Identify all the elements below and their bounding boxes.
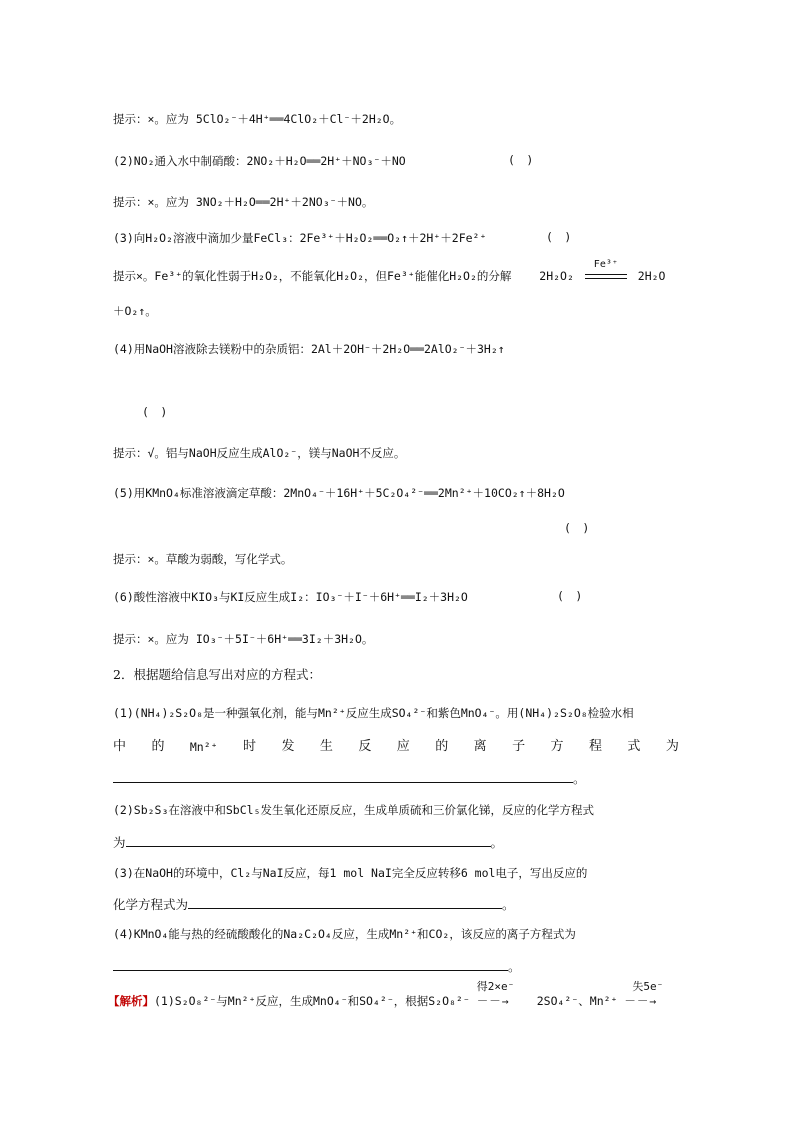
problem-1-line-1: (1)(NH₄)₂S₂O₈是一种强氧化剂，能与Mn²⁺反应生成SO₄²⁻和紫色MnO₄⁻。用(NH₄)₂S₂O₈检验水相 <box>113 706 634 720</box>
question-3: (3)向H₂O₂溶液中滴加少量FeCl₃：2Fe³⁺＋H₂O₂══O₂↑＋2H⁺＋2Fe²⁺ <box>113 231 487 245</box>
period: 。 <box>502 897 515 912</box>
hint-3-cont: ＋O₂↑。 <box>113 304 157 318</box>
char: 时 <box>243 739 257 754</box>
answer-paren-3: ( ) <box>546 230 572 244</box>
char: Mn²⁺ <box>189 740 218 754</box>
char: 离 <box>473 739 487 754</box>
char: 式 <box>627 739 641 754</box>
char: 应 <box>396 739 410 754</box>
char: 的 <box>151 739 165 754</box>
lose-electron-arrow: 失5e⁻ －－→ <box>624 980 664 1008</box>
period: 。 <box>490 835 504 850</box>
problem-3-prefix: 化学方程式为 <box>113 897 189 912</box>
hint-3-text: 提示×。Fe³⁺的氧化性弱于H₂O₂，不能氧化H₂O₂，但Fe³⁺能催化H₂O₂的分解 <box>113 269 512 283</box>
problem-1-line-2 <box>113 738 679 756</box>
gain-electron-arrow: 得2×e⁻ －－→ <box>476 980 515 1008</box>
analysis-text: (1)S₂O₈²⁻与Mn²⁺反应，生成MnO₄⁻和SO₄²⁻，根据S₂O₈²⁻ <box>154 994 470 1008</box>
analysis-tag: 【解析】 <box>108 994 154 1008</box>
lose-label: 失5e⁻ <box>632 980 664 993</box>
question-5: (5)用KMnO₄标准溶液滴定草酸：2MnO₄⁻＋16H⁺＋5C₂O₄²⁻══2Mn²⁺＋10CO₂↑＋8H₂O <box>113 486 565 500</box>
question-4: (4)用NaOH溶液除去镁粉中的杂质铝：2Al＋2OH⁻＋2H₂O══2AlO₂⁻＋3H₂↑ <box>113 342 505 356</box>
char: 发 <box>281 739 295 754</box>
char: 生 <box>319 739 333 754</box>
answer-blank-2[interactable] <box>126 834 491 847</box>
answer-paren-2: ( ) <box>508 153 534 167</box>
section-2-heading: 2．根据题给信息写出对应的方程式： <box>113 667 321 682</box>
period: 。 <box>573 771 586 786</box>
hint-3-eq-right: 2H₂O <box>637 269 666 283</box>
answer-blank-3[interactable] <box>188 896 502 909</box>
char: 的 <box>435 739 449 754</box>
problem-3-line-2 <box>113 896 515 914</box>
period: 。 <box>508 959 521 974</box>
hint-3-eq-left: 2H₂O₂ <box>539 269 574 283</box>
catalysis-arrow <box>581 259 631 285</box>
hint-1: 提示：×。应为 5ClO₂⁻＋4H⁺══4ClO₂＋Cl⁻＋2H₂O。 <box>113 112 402 126</box>
problem-3-line-1: (3)在NaOH的环境中，Cl₂与NaI反应，每1 mol NaI完全反应转移6 mol电子，写出反应的 <box>113 866 588 880</box>
char: 为 <box>665 739 679 754</box>
question-6: (6)酸性溶液中KIO₃与KI反应生成I₂：IO₃⁻＋I⁻＋6H⁺══I₂＋3H₂O <box>113 590 468 604</box>
problem-2-line-1: (2)Sb₂S₃在溶液中和SbCl₅发生氧化还原反应，生成单质硫和三价氯化锑，反应的化学方程式 <box>113 803 595 817</box>
question-2: (2)NO₂通入水中制硝酸：2NO₂＋H₂O══2H⁺＋NO₃⁻＋NO <box>113 154 406 168</box>
answer-blank-1[interactable] <box>113 770 573 783</box>
problem-2-line-2 <box>113 834 503 852</box>
char: 程 <box>588 739 602 754</box>
answer-blank-4[interactable] <box>113 958 508 971</box>
answer-paren-4: ( ) <box>142 405 168 419</box>
char: 中 <box>113 739 127 754</box>
problem-4-line-1: (4)KMnO₄能与热的经硫酸酸化的Na₂C₂O₄反应，生成Mn²⁺和CO₂，该反应的离子方程式为 <box>113 927 576 941</box>
problem-2-prefix: 为 <box>113 835 126 850</box>
problem-4-line-2 <box>113 958 521 976</box>
answer-paren-6: ( ) <box>557 589 583 603</box>
gain-label: 得2×e⁻ <box>476 980 515 993</box>
analysis-line <box>108 980 676 1010</box>
problem-1-answer <box>113 770 586 788</box>
catalyst-label: Fe³⁺ <box>593 259 618 270</box>
char: 方 <box>550 739 564 754</box>
char: 子 <box>512 739 526 754</box>
hint-2: 提示：×。应为 3NO₂＋H₂O══2H⁺＋2NO₃⁻＋NO。 <box>113 195 374 209</box>
hint-5: 提示：×。草酸为弱酸，写化学式。 <box>113 552 293 566</box>
analysis-products: 2SO₄²⁻、Mn²⁺ <box>536 994 618 1008</box>
answer-paren-5: ( ) <box>564 521 590 535</box>
char: 反 <box>358 739 372 754</box>
hint-4: 提示：√。铝与NaOH反应生成AlO₂⁻，镁与NaOH不反应。 <box>113 446 406 460</box>
hint-6: 提示：×。应为 IO₃⁻＋5I⁻＋6H⁺══3I₂＋3H₂O。 <box>113 632 374 646</box>
hint-3 <box>113 259 666 285</box>
